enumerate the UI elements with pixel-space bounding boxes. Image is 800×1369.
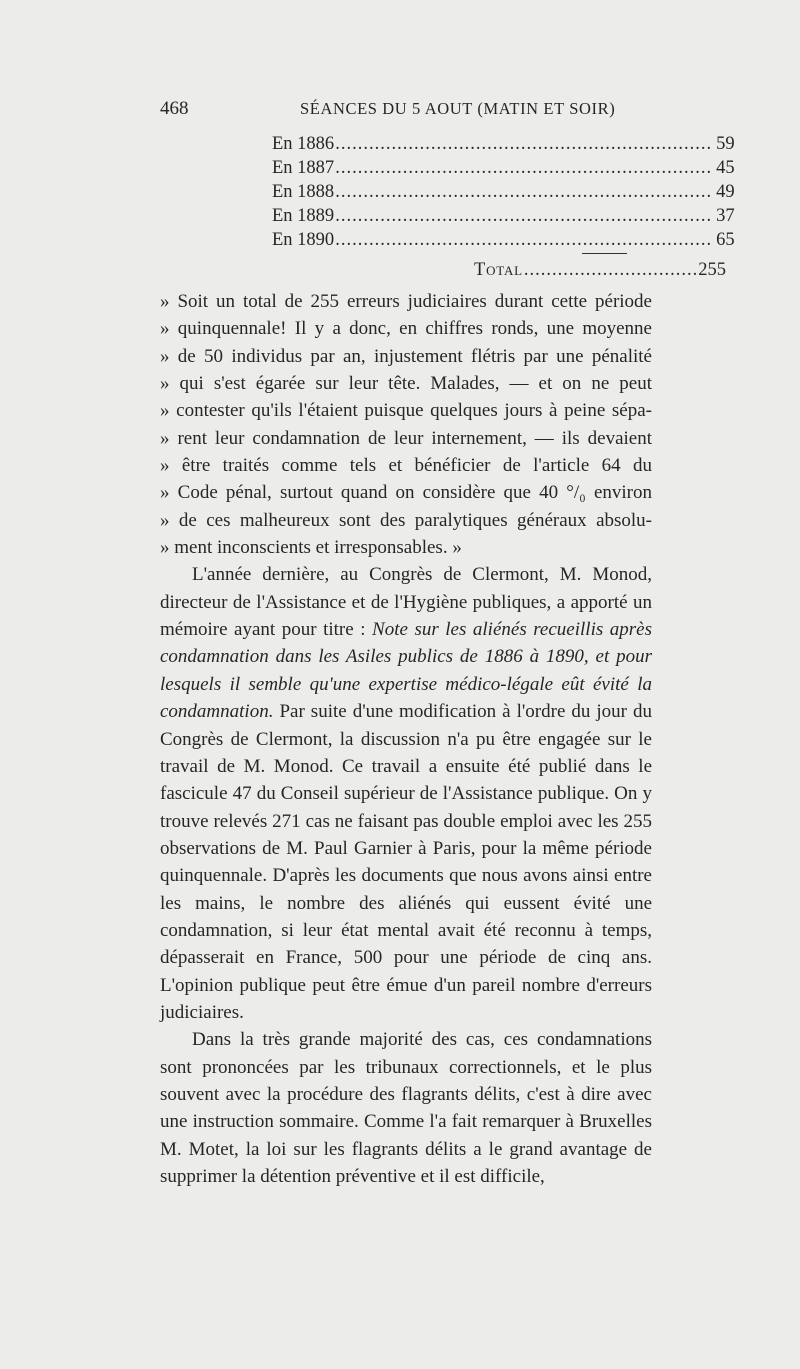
stat-year: En 1890 (272, 230, 335, 250)
page-number: 468 (160, 98, 189, 119)
total-value: 255 (698, 260, 727, 280)
quote-line: » de 50 individus par an, injustement flétris par une pénalité (160, 345, 652, 367)
stat-value: 65 (716, 230, 735, 250)
stat-year: En 1887 (272, 158, 335, 178)
total-row (474, 257, 727, 283)
quote-line: » ment inconscients et irresponsables. » (160, 537, 462, 559)
quote-line: » qui s'est égarée sur leur tête. Malades, — et on ne peut (160, 373, 652, 395)
leader-dots: ................................................................... (335, 206, 713, 226)
paragraph-text: L'année dernière, au Congrès de Clermont, M. Monod, directeur de l'Assistance et de l'Hygiène publiques, a apporté un mémoire ayant pour titre : (160, 564, 652, 641)
quoted-paragraph (160, 288, 652, 561)
leader-dots: ................................................................... (335, 182, 713, 202)
stat-row (272, 156, 735, 180)
paragraph-text: Dans la très grande majorité des cas, ces condamnations sont prononcées par les tribunaux correctionnels, et le plus souvent avec la procédure des flagrants délits, c'est à dire avec une instruction sommaire. Comme l'a fait remarquer à Bruxelles M. Motet, la loi sur les flagrants délits a le grand avantage de supprimer la détention préventive et il est difficile, (160, 1029, 652, 1187)
yearly-statistics-table (272, 132, 735, 283)
stat-value: 37 (716, 206, 735, 226)
stat-value: 45 (716, 158, 735, 178)
leader-dots: ................................................................... (335, 230, 713, 250)
running-title: SÉANCES DU 5 AOUT (MATIN ET SOIR) (300, 99, 616, 118)
stat-row (272, 228, 735, 252)
leader-dots: ................................................................... (335, 158, 713, 178)
stat-row (272, 204, 735, 228)
stat-value: 49 (716, 182, 735, 202)
leader-dots: ................................................................... (335, 134, 713, 154)
quote-line: » rent leur condamnation de leur internement, — ils devaient (160, 427, 652, 449)
quote-line: » contester qu'ils l'étaient puisque quelques jours à peine sépa- (160, 400, 652, 422)
stat-year: En 1889 (272, 206, 335, 226)
memoir-title: Note sur les aliénés recueillis après condamnation dans les Asiles publics de 1886 à 1890, et pour lesquels il semble qu'une expertise médico-légale eût évité la condamnation. (160, 619, 652, 723)
quote-line: » de ces malheureux sont des paralytiques généraux absolu- (160, 509, 652, 531)
total-label: Total (474, 260, 523, 280)
total-rule (582, 253, 627, 254)
paragraph-tribunaux (160, 1026, 652, 1190)
quote-line: » Code pénal, surtout quand on considère que 40 °/₀ environ (160, 482, 652, 504)
stat-value: 59 (716, 134, 735, 154)
paragraph-text: Par suite d'une modification à l'ordre du jour du Congrès de Clermont, la discussion n'a pu être engagée sur le travail de M. Monod. Ce travail a ensuite été publié dans le fascicule 47 du Conseil supérieur de l'Assistance publique. On y trouve relevés 271 cas ne faisant pas double emploi avec les 255 observations de M. Paul Garnier à Paris, pour la même période quinquennale. D'après les documents que nous avons ainsi entre les mains, le nombre des aliénés qui eussent évité une condamnation, si leur état mental avait été reconnu à temps, dépasserait en France, 500 pour une période de cinq ans. L'opinion publique peut être émue d'un pareil nombre d'erreurs judiciaires. (160, 701, 652, 1023)
quote-line: » être traités comme tels et bénéficier de l'article 64 du (160, 455, 652, 477)
stat-year: En 1886 (272, 134, 335, 154)
quote-line: » quinquennale! Il y a donc, en chiffres ronds, une moyenne (160, 318, 652, 340)
stat-row (272, 180, 735, 204)
stat-year: En 1888 (272, 182, 335, 202)
body-text (160, 288, 652, 1190)
quote-line: » Soit un total de 255 erreurs judiciaires durant cette période (160, 291, 652, 312)
leader-dots: ............................... (523, 260, 699, 280)
stat-row (272, 132, 735, 156)
running-header (160, 98, 652, 126)
paragraph-monod (160, 561, 652, 1026)
